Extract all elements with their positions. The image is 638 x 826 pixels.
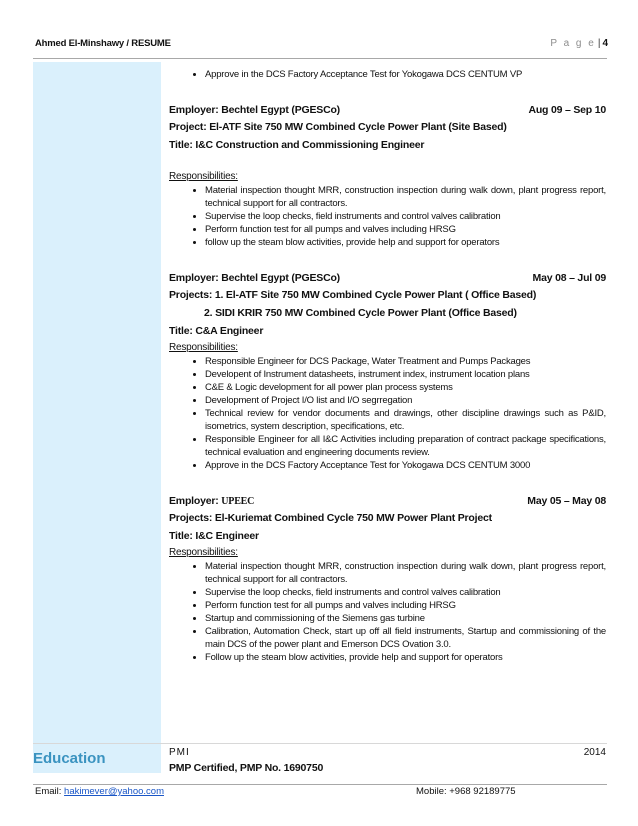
job-entry <box>169 270 606 472</box>
job-dates: May 05 – May 08 <box>527 495 606 507</box>
responsibilities-label: Responsibilities: <box>169 547 238 558</box>
list-item: • Supervise the loop checks, field instruments and control valves calibration <box>205 586 606 599</box>
job-title: Title: I&C Engineer <box>169 530 259 542</box>
list-item: • Development of Project I/O list and I/O segrregation <box>205 394 606 407</box>
footer-mobile: Mobile: +968 92189775 <box>416 786 516 797</box>
education-section <box>169 746 606 776</box>
top-bullet-list <box>169 68 606 81</box>
list-item: • Responsible Engineer for DCS Package, Water Treatment and Pumps Packages <box>205 355 606 368</box>
job-dates: May 08 – Jul 09 <box>532 272 606 284</box>
list-item: • Material inspection thought MRR, construction inspection during walk down, plant progress report, technical support for all contractors. <box>205 184 606 210</box>
responsibilities-label: Responsibilities: <box>169 171 238 182</box>
education-section-label: Education <box>33 750 106 767</box>
responsibilities-list <box>169 355 606 472</box>
project-line-2: 2. SIDI KRIR 750 MW Combined Cycle Power Plant (Office Based) <box>204 307 517 319</box>
responsibilities-label: Responsibilities: <box>169 342 238 353</box>
page-header <box>35 38 608 54</box>
responsibilities-list <box>169 184 606 249</box>
employer <box>169 495 254 507</box>
job-dates: Aug 09 – Sep 10 <box>528 104 606 116</box>
list-item: • Follow up the steam blow activities, provide help and support for operators <box>205 651 606 664</box>
job-entry <box>169 493 606 664</box>
email-link[interactable]: hakimever@yahoo.com <box>64 786 164 797</box>
education-cert: PMP Certified, PMP No. 1690750 <box>169 762 324 774</box>
employer-prefix: Employer: <box>169 495 219 507</box>
employer-name: UPEEC <box>221 496 255 507</box>
list-item: • Responsible Engineer for all I&C Activities including preparation of contract package specifications, technical evaluation and engineering documents review. <box>205 433 606 459</box>
education-rule <box>33 743 607 744</box>
left-sidebar <box>33 62 161 773</box>
email-label: Email: <box>35 786 62 797</box>
list-item: • Perform function test for all pumps and valves including HRSG <box>205 599 606 612</box>
education-year: 2014 <box>583 747 606 758</box>
page-separator: | <box>597 38 601 49</box>
page-label: P a g e <box>550 38 596 49</box>
footer-rule <box>33 784 607 785</box>
job-entry <box>169 102 606 249</box>
list-item: • Supervise the loop checks, field instruments and control valves calibration <box>205 210 606 223</box>
project: Projects: El-Kuriemat Combined Cycle 750 MW Power Plant Project <box>169 512 492 524</box>
education-org: PMI <box>169 747 190 758</box>
job-title: Title: C&A Engineer <box>169 325 264 337</box>
employer-line <box>169 102 606 118</box>
project: Project: El-ATF Site 750 MW Combined Cycle Power Plant (Site Based) <box>169 121 507 133</box>
list-item: • follow up the steam blow activities, provide help and support for operators <box>205 236 606 249</box>
experience-section <box>169 68 606 664</box>
responsibilities-list <box>169 560 606 664</box>
list-item: • Startup and commissioning of the Siemens gas turbine <box>205 612 606 625</box>
list-item: • Approve in the DCS Factory Acceptance Test for Yokogawa DCS CENTUM 3000 <box>205 459 606 472</box>
employer-line <box>169 270 606 286</box>
page-indicator <box>550 38 608 49</box>
list-item: • Technical review for vendor documents and drawings, other discipline drawings such as P&ID, isometrics, system description, specifications, etc. <box>205 407 606 433</box>
employer: Employer: Bechtel Egypt (PGESCo) <box>169 104 340 116</box>
employer-line <box>169 493 606 509</box>
page-number: 4 <box>602 38 608 49</box>
list-item: • Perform function test for all pumps and valves including HRSG <box>205 223 606 236</box>
footer-email <box>35 786 164 797</box>
list-item: • C&E & Logic development for all power plan process systems <box>205 381 606 394</box>
list-item: • Material inspection thought MRR, construction inspection during walk down, plant progress report, technical support for all contractors. <box>205 560 606 586</box>
header-rule <box>33 58 607 59</box>
list-item: • Approve in the DCS Factory Acceptance Test for Yokogawa DCS CENTUM VP <box>205 68 606 81</box>
project: Projects: 1. El-ATF Site 750 MW Combined Cycle Power Plant ( Office Based) <box>169 289 537 301</box>
job-title: Title: I&C Construction and Commissioning Engineer <box>169 139 425 151</box>
list-item: • Developent of Instrument datasheets, instrument index, instrument location plans <box>205 368 606 381</box>
list-item: • Calibration, Automation Check, start up off all field instruments, Startup and commissioning of the main DCS of the power plant and Emerson DCS Ovation 3.0. <box>205 625 606 651</box>
employer: Employer: Bechtel Egypt (PGESCo) <box>169 272 340 284</box>
header-name: Ahmed El-Minshawy / RESUME <box>35 38 171 49</box>
